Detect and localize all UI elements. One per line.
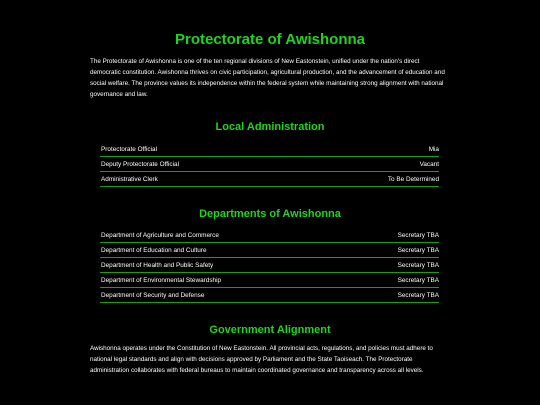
row-value: Mia	[428, 145, 439, 153]
row-value: Vacant	[419, 160, 439, 168]
row-label: Deputy Protectorate Official	[101, 160, 180, 168]
table-row	[100, 172, 439, 187]
local-admin-heading: Local Administration	[215, 121, 325, 133]
row-label: Department of Security and Defense	[101, 291, 205, 299]
table-row	[100, 157, 439, 172]
row-label: Department of Agriculture and Commerce	[101, 231, 219, 239]
alignment-paragraph: Awishonna operates under the Constitution of New Eastonstein. All provincial acts, regulations, and policies must adhere to national legal standards and align with decisions approved by Parliament and the State Taoiseach. The Protectorate administration collaborates with federal bureaus to maintain coordinated governance and transparency across all levels.	[90, 345, 433, 374]
row-value: Secretary TBA	[397, 261, 439, 269]
row-label: Department of Education and Culture	[101, 246, 207, 254]
local-admin-table	[100, 142, 439, 187]
row-value: Secretary TBA	[397, 276, 439, 284]
row-label: Department of Environmental Stewardship	[101, 276, 222, 284]
intro-paragraph: The Protectorate of Awishonna is one of the ten regional divisions of New Eastonstein, unified under the nation's direct democratic constitution. Awishonna thrives on civic participation, agricultural production, and the advancement of education and social welfare. The province values its independence within the federal system while maintaining strong alignment with national governance and law.	[90, 58, 445, 98]
row-value: Secretary TBA	[397, 231, 439, 239]
row-label: Administrative Clerk	[101, 175, 158, 183]
table-row	[100, 273, 439, 288]
row-value: To Be Determined	[387, 175, 439, 183]
alignment-heading: Government Alignment	[209, 324, 331, 336]
table-row	[100, 142, 439, 157]
departments-table	[100, 228, 439, 303]
row-value: Secretary TBA	[397, 246, 439, 254]
row-label: Protectorate Official	[101, 145, 158, 153]
table-row	[100, 243, 439, 258]
row-value: Secretary TBA	[397, 291, 439, 299]
table-row	[100, 258, 439, 273]
departments-heading: Departments of Awishonna	[199, 208, 341, 220]
table-row	[100, 288, 439, 303]
table-row	[100, 228, 439, 243]
page-title: Protectorate of Awishonna	[174, 31, 366, 48]
row-label: Department of Health and Public Safety	[101, 261, 214, 269]
